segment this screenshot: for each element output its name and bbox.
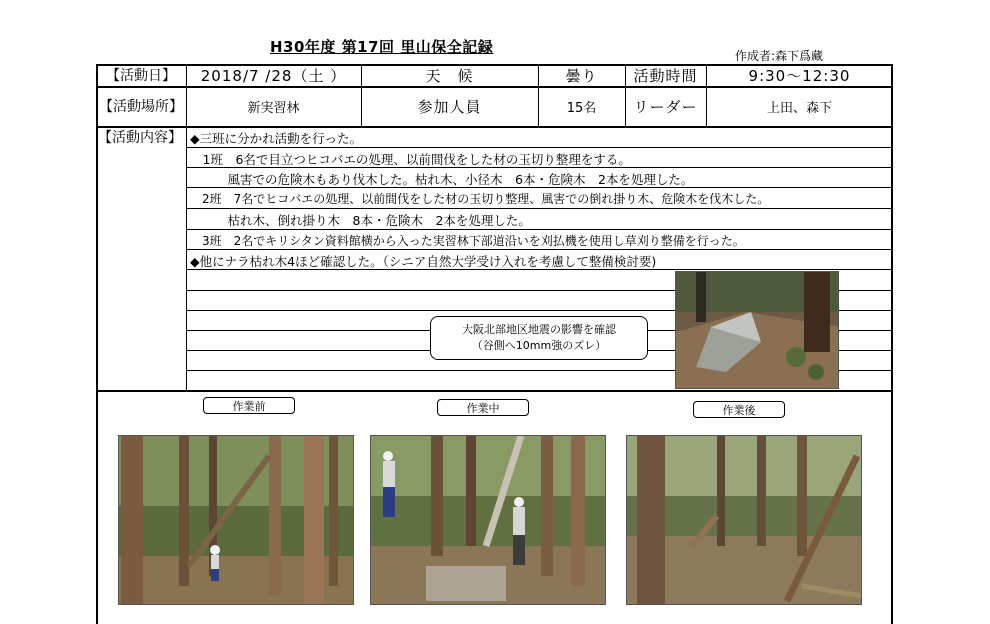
content-line: 2班 7名でヒコバエの処理、以前間伐をした材の玉切り整理、風害での倒れ掛り木、危険木を伐木した。 xyxy=(190,192,770,206)
page-title: H30年度 第17回 里山保全記録 xyxy=(270,38,494,56)
grid-line xyxy=(186,147,893,148)
grid-line xyxy=(186,229,893,230)
time-value: 9:30～12:30 xyxy=(748,66,851,85)
leader-label: リーダー xyxy=(633,97,698,116)
grid-line xyxy=(186,208,893,209)
after-photo xyxy=(626,435,862,605)
callout-line: 大阪北部地区地震の影響を確認 xyxy=(462,323,616,336)
leader-value: 上田、森下 xyxy=(766,100,832,116)
weather-value: 曇り xyxy=(565,66,598,85)
place-value: 新実習林 xyxy=(247,100,300,116)
date-label: 【活動日】 xyxy=(106,68,176,84)
grid-line xyxy=(96,126,893,128)
earthquake-callout xyxy=(430,316,648,360)
place-label: 【活動場所】 xyxy=(99,99,183,115)
before-photo xyxy=(118,435,354,605)
content-line: 風害での危険木もあり伐木した。枯れ木、小径木 6本・危険木 2本を処理した。 xyxy=(190,172,694,187)
during-photo xyxy=(370,435,606,605)
content-label: 【活動内容】 xyxy=(98,129,182,146)
after-label: 作業後 xyxy=(693,401,785,418)
content-line: 3班 2名でキリシタン資料館横から入った実習林下部道沿いを刈払機を使用し草刈り整備を行った。 xyxy=(190,234,745,248)
earthquake-photo xyxy=(675,271,839,389)
members-label: 参加人員 xyxy=(417,97,482,116)
grid-line xyxy=(96,390,893,392)
content-line: ◆他にナラ枯れ木4ほど確認した。（シニア自然大学受け入れを考慮して整備検討要) xyxy=(190,254,657,269)
time-label: 活動時間 xyxy=(633,66,698,85)
date-value: 2018/7 /28（土 ） xyxy=(200,66,347,85)
weather-label: 天 候 xyxy=(425,66,474,85)
before-label: 作業前 xyxy=(203,397,295,414)
content-line: 枯れ木、倒れ掛り木 8本・危険木 2本を処理した。 xyxy=(190,213,531,228)
author-label: 作成者:森下爲藏 xyxy=(735,49,824,63)
content-line: 1班 6名で目立つヒコバエの処理、以前間伐をした材の玉切り整理をする。 xyxy=(190,152,631,167)
during-label: 作業中 xyxy=(437,399,529,416)
callout-line: （谷側へ10mm強のズレ） xyxy=(471,339,607,352)
grid-line xyxy=(186,249,893,250)
content-line: ◆三班に分かれ活動を行った。 xyxy=(190,131,363,146)
members-value: 15名 xyxy=(566,100,597,116)
